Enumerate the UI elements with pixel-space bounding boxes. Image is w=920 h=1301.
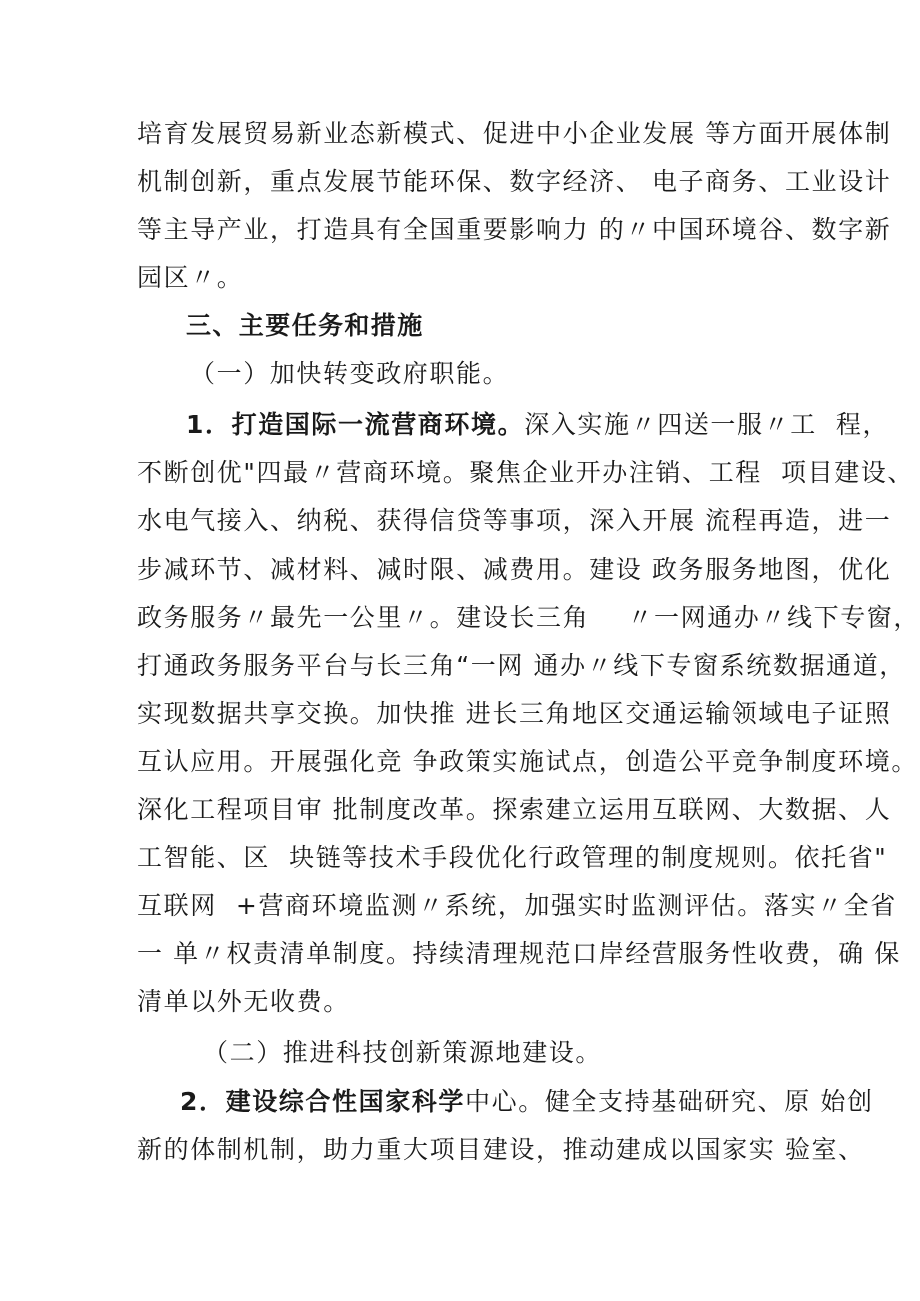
item-1-line: 一 单〃权责清单制度。持续清理规范口岸经营服务性收费，确 保 — [137, 939, 901, 968]
section-heading: 三、主要任务和措施 — [186, 311, 424, 340]
item-1-line: 水电气接入、纳税、获得信贷等事项，深入开展 流程再造，进一 — [137, 506, 892, 535]
item-1-line: 工智能、区 块链等技术手段优化行政管理的制度规则。依托省" — [137, 843, 888, 872]
intro-line-4: 园区〃。 — [137, 263, 244, 292]
item-1-title: 打造国际一流营商环境。 — [231, 410, 525, 439]
item-1-line: 不断创优"四最〃营商环境。聚焦企业开办注销、工程 项目建设、 — [137, 458, 914, 487]
item-1-line: 互联网 +营商环境监测〃系统，加强实时监测评估。落实〃全省 — [137, 891, 897, 920]
item-1-line: 步减环节、减材料、减时限、减费用。建设 政务服务地图，优化 — [137, 555, 892, 584]
item-1-line: 互认应用。开展强化竞 争政策实施试点，创造公平竞争制度环境。 — [137, 747, 918, 776]
item-2-line: 新的体制机制，助力重大项目建设，推动建成以国家实 验室、 — [137, 1135, 865, 1164]
item-1-line: 深化工程项目审 批制度改革。探索建立运用互联网、大数据、人 — [137, 795, 892, 824]
intro-line-2: 机制创新，重点发展节能环保、数字经济、 电子商务、工业设计 — [137, 167, 892, 196]
item-1-first-line-text: 深入实施〃四送一服〃工 程， — [524, 410, 890, 439]
intro-line-1: 培育发展贸易新业态新模式、促进中小企业发展 等方面开展体制 — [137, 119, 892, 148]
item-1-first-line — [186, 409, 889, 441]
item-1-line: 清单以外无收费。 — [137, 987, 350, 1016]
item-1-line: 实现数据共享交换。加快推 进长三角地区交通运输领域电子证照 — [137, 699, 892, 728]
item-2-number: 2． — [180, 1087, 226, 1116]
item-2-first-line-text: 中心。健全支持基础研究、原 始创 — [465, 1087, 874, 1116]
item-1-number: 1． — [186, 410, 232, 439]
item-2-title: 建设综合性国家科学 — [225, 1087, 466, 1116]
item-1-line: 打通政务服务平台与长三角“一网 通办〃线下专窗系统数据通道， — [137, 651, 906, 680]
subsection-2-heading: （二）推进科技创新策源地建设。 — [203, 1038, 603, 1067]
item-2-first-line — [180, 1086, 874, 1118]
subsection-1-heading: （一）加快转变政府职能。 — [190, 359, 510, 388]
intro-line-3: 等主导产业，打造具有全国重要影响力 的〃中国环境谷、数字新 — [137, 215, 892, 244]
item-1-line: 政务服务〃最先一公里〃。建设长三角 〃一网通办〃线下专窗， — [137, 603, 920, 632]
